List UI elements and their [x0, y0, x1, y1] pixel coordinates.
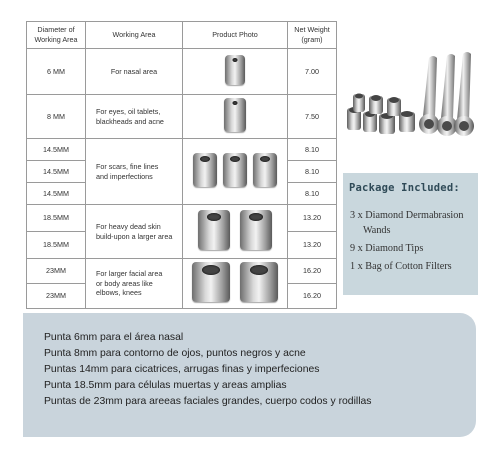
diameter-cell: 23MM: [27, 259, 86, 284]
tip-14mm-image: [223, 153, 247, 187]
photo-cell: [183, 49, 288, 95]
table-row: [27, 49, 337, 95]
area-line: For larger facial area: [96, 268, 163, 278]
area-line: elbows, knees: [96, 288, 142, 298]
weight-cell: 7.50: [288, 95, 337, 139]
diameter-cell: 18.5MM: [27, 205, 86, 232]
package-item: 1 x Bag of Cotton Filters: [350, 261, 452, 272]
diameter-cell: 6 MM: [27, 49, 86, 95]
spec-table: [26, 21, 337, 309]
area-line: For heavy dead skin: [96, 221, 161, 231]
working-area-cell: [86, 259, 183, 309]
header-working-area: Working Area: [86, 22, 183, 49]
header-net-weight: [288, 22, 337, 49]
header-product-photo: Product Photo: [183, 22, 288, 49]
working-area-cell: For nasal area: [86, 49, 183, 95]
product-photo: [343, 50, 479, 142]
weight-cell: 16.20: [288, 259, 337, 284]
description-panel: [23, 313, 476, 437]
package-item: 9 x Diamond Tips: [350, 243, 424, 254]
package-item-continued: Wands: [363, 225, 391, 236]
tip-18-5mm-image: [198, 210, 230, 250]
header-weight-line2: (gram): [301, 35, 323, 44]
header-diameter-line1: Diameter of: [37, 25, 75, 35]
package-item: 3 x Diamond Dermabrasion: [350, 210, 464, 221]
description-line: Punta 8mm para contorno de ojos, puntos negros y acne: [44, 348, 306, 359]
table-row: [27, 259, 337, 284]
photo-cell: [183, 259, 288, 309]
diameter-cell: 14.5MM: [27, 161, 86, 183]
weight-cell: 8.10: [288, 161, 337, 183]
area-line: For scars, fine lines: [96, 161, 159, 171]
tip-14mm-image: [253, 153, 277, 187]
working-area-cell: [86, 205, 183, 259]
tip-23mm-image: [192, 262, 230, 302]
weight-cell: 8.10: [288, 183, 337, 205]
header-diameter-line2: Working Area: [34, 35, 78, 44]
area-line: build-upon a larger area: [96, 231, 173, 241]
working-area-cell: [86, 139, 183, 205]
table-row: [27, 139, 337, 161]
weight-cell: 13.20: [288, 205, 337, 232]
working-area-cell: [86, 95, 183, 139]
description-line: Puntas de 23mm para areeas faciales grandes, cuerpo codos y rodillas: [44, 396, 372, 407]
wand-1: [423, 56, 437, 116]
table-row: [27, 95, 337, 139]
header-diameter: [27, 22, 86, 49]
package-title: Package Included:: [349, 182, 460, 194]
wand-tips: [419, 114, 474, 136]
wand-2: [441, 54, 455, 118]
package-panel: [343, 173, 478, 295]
description-line: Punta 18.5mm para células muertas y areas amplias: [44, 380, 287, 391]
weight-cell: 7.00: [288, 49, 337, 95]
diameter-cell: 14.5MM: [27, 139, 86, 161]
photo-cell: [183, 95, 288, 139]
area-line: blackheads and acne: [96, 116, 164, 126]
tip-14mm-image: [193, 153, 217, 187]
table-row: [27, 205, 337, 232]
diameter-cell: 8 MM: [27, 95, 86, 139]
tip-8mm-image: [224, 98, 246, 132]
description-line: Puntas 14mm para cicatrices, arrugas finas y imperfeciones: [44, 364, 320, 375]
loose-tips: [347, 94, 415, 135]
area-line: or body areas like: [96, 278, 153, 288]
area-line: and imperfections: [96, 171, 153, 181]
weight-cell: 13.20: [288, 232, 337, 259]
photo-cell: [183, 139, 288, 205]
weight-cell: 16.20: [288, 284, 337, 309]
diameter-cell: 18.5MM: [27, 232, 86, 259]
tip-6mm-image: [225, 55, 245, 85]
diameter-cell: 23MM: [27, 284, 86, 309]
photo-cell: [183, 205, 288, 259]
table-header-row: [27, 22, 337, 49]
weight-cell: 8.10: [288, 139, 337, 161]
tip-18-5mm-image: [240, 210, 272, 250]
description-line: Punta 6mm para el área nasal: [44, 332, 184, 343]
diameter-cell: 14.5MM: [27, 183, 86, 205]
header-weight-line1: Net Weight: [294, 25, 330, 35]
tip-23mm-image: [240, 262, 278, 302]
area-line: For eyes, oil tablets,: [96, 106, 161, 116]
wand-3: [457, 52, 471, 120]
